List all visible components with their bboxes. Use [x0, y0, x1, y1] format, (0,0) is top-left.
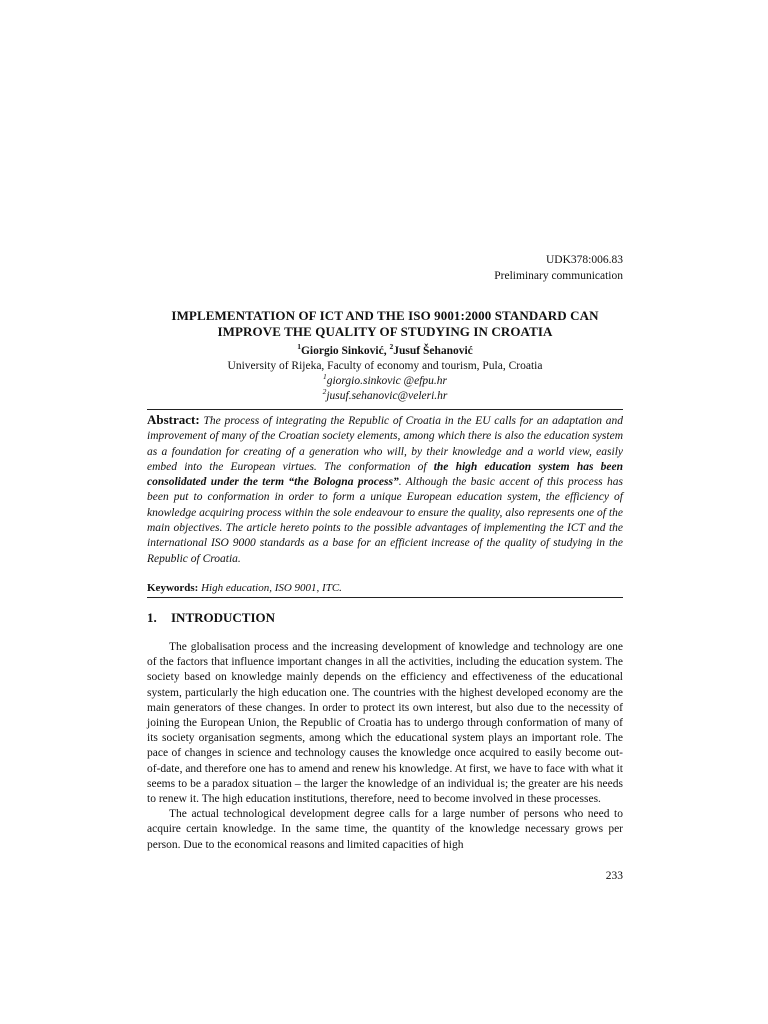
abstract-label: Abstract:	[147, 412, 200, 427]
paragraph-1: The globalisation process and the increasing development of knowledge and technology are one of the factors that influence important changes in all the activities, including the education system. The society based on knowledge mainly depends on the efficiency and effectiveness of the educational system, particularly the high education one. The countries with the highest developed economy are the main generators of these changes. In order to protect its own interest, but also due to the necessity of joining the European Union, the Republic of Croatia has to undergo through conformation of many of its society organisation segments, among which the educational system plays an important role. The pace of changes in science and technology causes the knowledge once acquired to easily become out-of-date, and therefore one has to amend and renew his knowledge. At first, we have to face with what it seems to be a paradox situation – the larger the knowledge of an individual is; the greater are his needs to renew it. The high education institutions, therefore, need to become involved in these processes.	[147, 641, 623, 806]
udk-code: UDK378:006.83	[546, 254, 623, 266]
article-type: Preliminary communication	[494, 270, 623, 282]
email-2-sup: 2	[322, 387, 327, 397]
abstract	[147, 412, 623, 567]
abstract-text-1: The process of integrating the Republic of Croatia in the EU calls for an adaptation and improvement of many of the Croatian society elements, among which there is also the education system as a foundation for creating of a generation who will, by their knowledge and a world view, easily embed into the European virtues. The conformation of	[147, 415, 623, 473]
author-1-sup: 1	[297, 342, 301, 352]
email-2	[147, 389, 623, 404]
author-2-sup: 2	[389, 342, 394, 352]
keywords-label: Keywords:	[147, 582, 199, 594]
affiliation: University of Rijeka, Faculty of economy and tourism, Pula, Croatia	[227, 360, 543, 372]
paragraph-2: The actual technological development degree calls for a large number of persons who need to acquire certain knowledge. In the same time, the quantity of the knowledge necessary grows per person. Due to the economical reasons and limited capacities of high	[147, 808, 623, 851]
author-block	[147, 344, 623, 404]
email-1	[147, 374, 623, 389]
abstract-text-2: . Although the basic accent of this process has been put to conformation in order to form a unique European education system, the efficiency of knowledge acquiring process within the sole endeavour to ensure the quality, also represents one of the main objectives. The article hereto points to the possible advantages of implementing the ICT and the international ISO 9000 standards as a base for an efficient increase of the quality of studying in the Republic of Croatia.	[147, 476, 623, 565]
keywords-bottom-rule	[147, 597, 623, 598]
keywords	[147, 581, 623, 595]
body-text	[147, 640, 623, 853]
author-2-name: Jusuf Šehanović	[393, 345, 473, 357]
email-2-address: jusuf.sehanovic@veleri.hr	[326, 390, 448, 402]
author-1-name: Giorgio Sinković,	[300, 345, 390, 357]
page-number: 233	[605, 870, 623, 882]
author-names	[147, 344, 623, 359]
abstract-bold-text: the high education system has been consolidated under the term “the Bologna process”	[147, 460, 623, 489]
keywords-value: High education, ISO 9001, ITC.	[198, 582, 342, 594]
abstract-top-rule	[147, 409, 623, 410]
section-number: 1.	[147, 610, 157, 625]
title-line-1: IMPLEMENTATION OF ICT AND THE ISO 9001:2000 STANDARD CAN	[171, 308, 599, 323]
section-title: INTRODUCTION	[171, 610, 276, 625]
section-heading	[147, 610, 275, 626]
email-1-sup: 1	[322, 372, 327, 382]
paper-title	[147, 308, 623, 340]
title-line-2: IMPROVE THE QUALITY OF STUDYING IN CROATIA	[217, 324, 553, 339]
email-1-address: giorgio.sinkovic @efpu.hr	[326, 375, 448, 387]
article-classification	[147, 252, 623, 284]
